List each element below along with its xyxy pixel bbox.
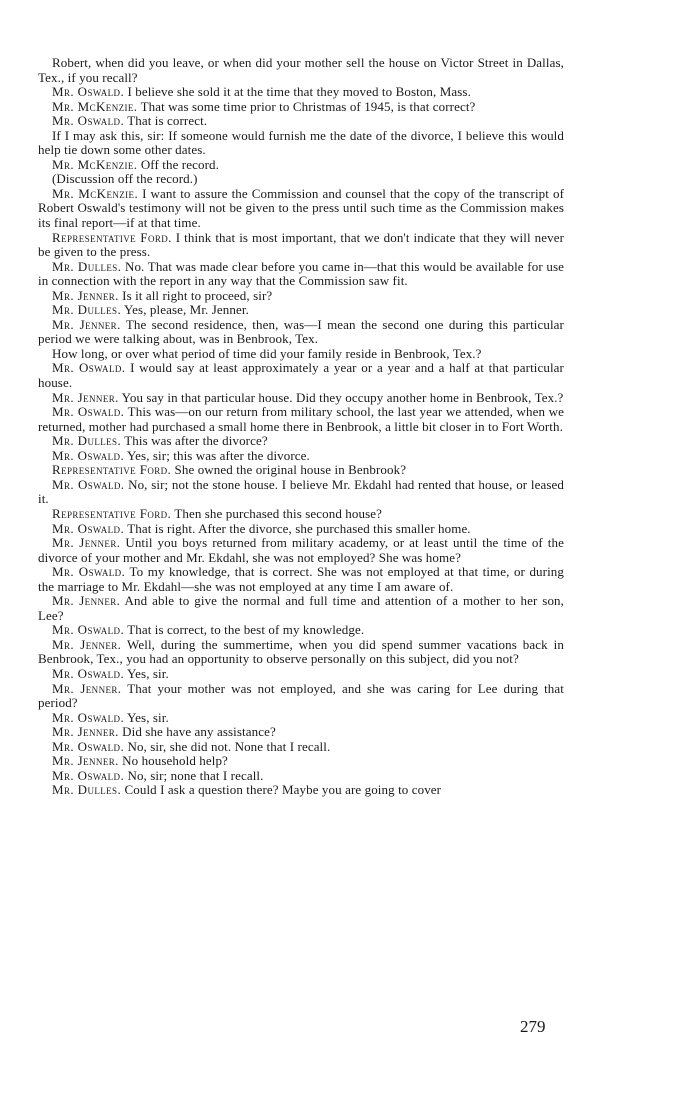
speaker-name: Mr. Dulles. xyxy=(52,433,122,449)
paragraph-text: That your mother was not employed, and she was caring for Lee during that period? xyxy=(38,680,564,711)
transcript-paragraph xyxy=(38,725,564,740)
transcript-paragraph xyxy=(38,594,564,623)
paragraph-text: And able to give the normal and full time and attention of a mother to her son, Lee? xyxy=(38,593,565,623)
paragraph-text: No, sir; not the stone house. I believe Mr. Ekdahl had rented that house, or leased it. xyxy=(38,476,564,507)
speaker-name: Mr. Dulles. xyxy=(52,258,122,274)
transcript-paragraph xyxy=(38,114,564,129)
paragraph-text: I believe she sold it at the time that they moved to Boston, Mass. xyxy=(127,84,471,100)
paragraph-text: That is correct. xyxy=(127,113,208,129)
speaker-name: Mr. Jenner. xyxy=(52,316,121,332)
paragraph-text: Is it all right to proceed, sir? xyxy=(122,287,273,303)
transcript-paragraph xyxy=(38,85,564,100)
paragraph-text: That was some time prior to Christmas of 1945, is that correct? xyxy=(140,98,476,114)
speaker-name: Mr. Oswald. xyxy=(52,447,125,463)
speaker-name: Mr. Oswald. xyxy=(52,113,125,129)
paragraph-text: No household help? xyxy=(122,753,228,769)
paragraph-text: Yes, sir. xyxy=(126,709,169,725)
paragraph-text: Yes, please, Mr. Jenner. xyxy=(123,302,249,318)
transcript-paragraph xyxy=(38,129,564,158)
speaker-name: Mr. Jenner. xyxy=(52,636,122,652)
transcript-paragraph xyxy=(38,260,564,289)
page-number: 279 xyxy=(520,1017,546,1036)
speaker-name: Mr. Jenner. xyxy=(52,680,122,696)
transcript-paragraph xyxy=(38,682,564,711)
speaker-name: Mr. Oswald. xyxy=(52,738,125,754)
transcript-paragraph xyxy=(38,231,564,260)
speaker-name: Mr. Oswald. xyxy=(52,767,125,783)
transcript-paragraph xyxy=(38,507,564,522)
speaker-name: Mr. McKenzie. xyxy=(52,98,138,114)
speaker-name: Mr. McKenzie. xyxy=(52,156,138,172)
paragraph-text: If I may ask this, sir: If someone would furnish me the date of the divorce, I believe this would help tie down some other dates. xyxy=(38,127,564,158)
transcript-paragraph xyxy=(38,405,564,434)
paragraph-text: Then she purchased this second house? xyxy=(174,505,382,521)
transcript-paragraph xyxy=(38,536,564,565)
paragraph-text: No, sir, she did not. None that I recall. xyxy=(127,738,331,754)
transcript-paragraph xyxy=(38,100,564,115)
speaker-name: Mr. Jenner. xyxy=(52,287,119,303)
transcript-paragraph xyxy=(38,638,564,667)
transcript-paragraph xyxy=(38,361,564,390)
speaker-name: Mr. Oswald. xyxy=(52,520,125,536)
speaker-name: Mr. Jenner. xyxy=(52,593,121,609)
speaker-name: Mr. Jenner. xyxy=(52,724,119,740)
speaker-name: Mr. Dulles. xyxy=(52,782,122,798)
speaker-name: Mr. Oswald. xyxy=(52,564,126,580)
paragraph-text: I would say at least approximately a year or a year and a half at that particular house. xyxy=(38,360,564,391)
transcript-paragraph xyxy=(38,769,564,784)
speaker-name: Mr. Oswald. xyxy=(52,404,125,420)
transcript-paragraph xyxy=(38,158,564,173)
paragraph-text: This was—on our return from military school, the last year we attended, when we returned, mother had purchased a small home there in Benbrook, a little bit closer in to Fort Worth. xyxy=(38,404,565,434)
transcript-paragraph xyxy=(38,623,564,638)
transcript-paragraph xyxy=(38,187,564,231)
speaker-name: Mr. Oswald. xyxy=(52,476,125,492)
transcript-paragraph xyxy=(38,56,564,85)
transcript-paragraph xyxy=(38,289,564,304)
speaker-name: Representative Ford. xyxy=(52,229,172,245)
paragraph-text: That is right. After the divorce, she purchased this smaller home. xyxy=(127,520,471,536)
transcript-paragraph xyxy=(38,347,564,362)
transcript-paragraph xyxy=(38,667,564,682)
paragraph-text: You say in that particular house. Did they occupy another home in Benbrook, Tex.? xyxy=(121,389,564,405)
transcript-paragraph xyxy=(38,711,564,726)
speaker-name: Representative Ford. xyxy=(52,462,172,478)
transcript-paragraph xyxy=(38,172,564,187)
transcript-body xyxy=(38,56,564,798)
paragraph-text: Did she have any assistance? xyxy=(122,724,276,740)
transcript-paragraph xyxy=(38,740,564,755)
speaker-name: Mr. Jenner. xyxy=(52,753,119,769)
speaker-name: Mr. Oswald. xyxy=(52,665,125,681)
transcript-paragraph xyxy=(38,434,564,449)
transcript-paragraph xyxy=(38,318,564,347)
transcript-paragraph xyxy=(38,463,564,478)
paragraph-text: How long, or over what period of time did your family reside in Benbrook, Tex.? xyxy=(52,345,482,361)
transcript-paragraph xyxy=(38,391,564,406)
paragraph-text: Until you boys returned from military academy, or at least until the time of the divorce of your mother and Mr. Ekdahl, she was not employed? She was home? xyxy=(38,535,564,565)
speaker-name: Mr. McKenzie. xyxy=(52,185,139,201)
paragraph-text: Yes, sir. xyxy=(126,665,169,681)
paragraph-text: Well, during the summertime, when you did spend summer vacations back in Benbrook, Tex., you had an opportunity to observe personally on this subject, did you not? xyxy=(38,636,564,667)
transcript-paragraph xyxy=(38,783,564,798)
speaker-name: Representative Ford. xyxy=(52,505,172,521)
paragraph-text: I think that is most important, that we don't indicate that they will never be given to the press. xyxy=(38,229,564,260)
paragraph-text: This was after the divorce? xyxy=(124,433,268,449)
paragraph-text: No. That was made clear before you came in—that this would be available for use in connection with the report in any way that the Commission saw fit. xyxy=(38,258,564,289)
paragraph-text: The second residence, then, was—I mean the second one during this particular period we were talking about, was in Benbrook, Tex. xyxy=(38,316,564,347)
transcript-paragraph xyxy=(38,754,564,769)
transcript-paragraph xyxy=(38,449,564,464)
paragraph-text: To my knowledge, that is correct. She was not employed at that time, or during the marriage to Mr. Ekdahl—she was not employed at any time I am aware of. xyxy=(38,564,565,594)
transcript-paragraph xyxy=(38,303,564,318)
transcript-page xyxy=(38,56,564,798)
speaker-name: Mr. Jenner. xyxy=(52,389,119,405)
transcript-paragraph xyxy=(38,478,564,507)
speaker-name: Mr. Jenner. xyxy=(52,535,121,551)
paragraph-text: That is correct, to the best of my knowledge. xyxy=(127,622,365,638)
paragraph-text: No, sir; none that I recall. xyxy=(127,767,264,783)
transcript-paragraph xyxy=(38,565,564,594)
paragraph-text: Could I ask a question there? Maybe you are going to cover xyxy=(124,782,442,798)
speaker-name: Mr. Oswald. xyxy=(52,360,126,376)
speaker-name: Mr. Dulles. xyxy=(52,302,122,318)
transcript-paragraph xyxy=(38,522,564,537)
speaker-name: Mr. Oswald. xyxy=(52,622,125,638)
paragraph-text: Off the record. xyxy=(140,156,219,172)
paragraph-text: (Discussion off the record.) xyxy=(52,171,198,187)
speaker-name: Mr. Oswald. xyxy=(52,84,125,100)
paragraph-text: Robert, when did you leave, or when did your mother sell the house on Victor Street in Dallas, Tex., if you recall? xyxy=(38,55,564,85)
paragraph-text: Yes, sir; this was after the divorce. xyxy=(126,447,310,463)
paragraph-text: She owned the original house in Benbrook? xyxy=(174,462,407,478)
speaker-name: Mr. Oswald. xyxy=(52,709,125,725)
paragraph-text: I want to assure the Commission and counsel that the copy of the transcript of Robert Oswald's testimony will not be given to the press until such time as the Commission makes its final report—if at that time. xyxy=(38,185,565,231)
